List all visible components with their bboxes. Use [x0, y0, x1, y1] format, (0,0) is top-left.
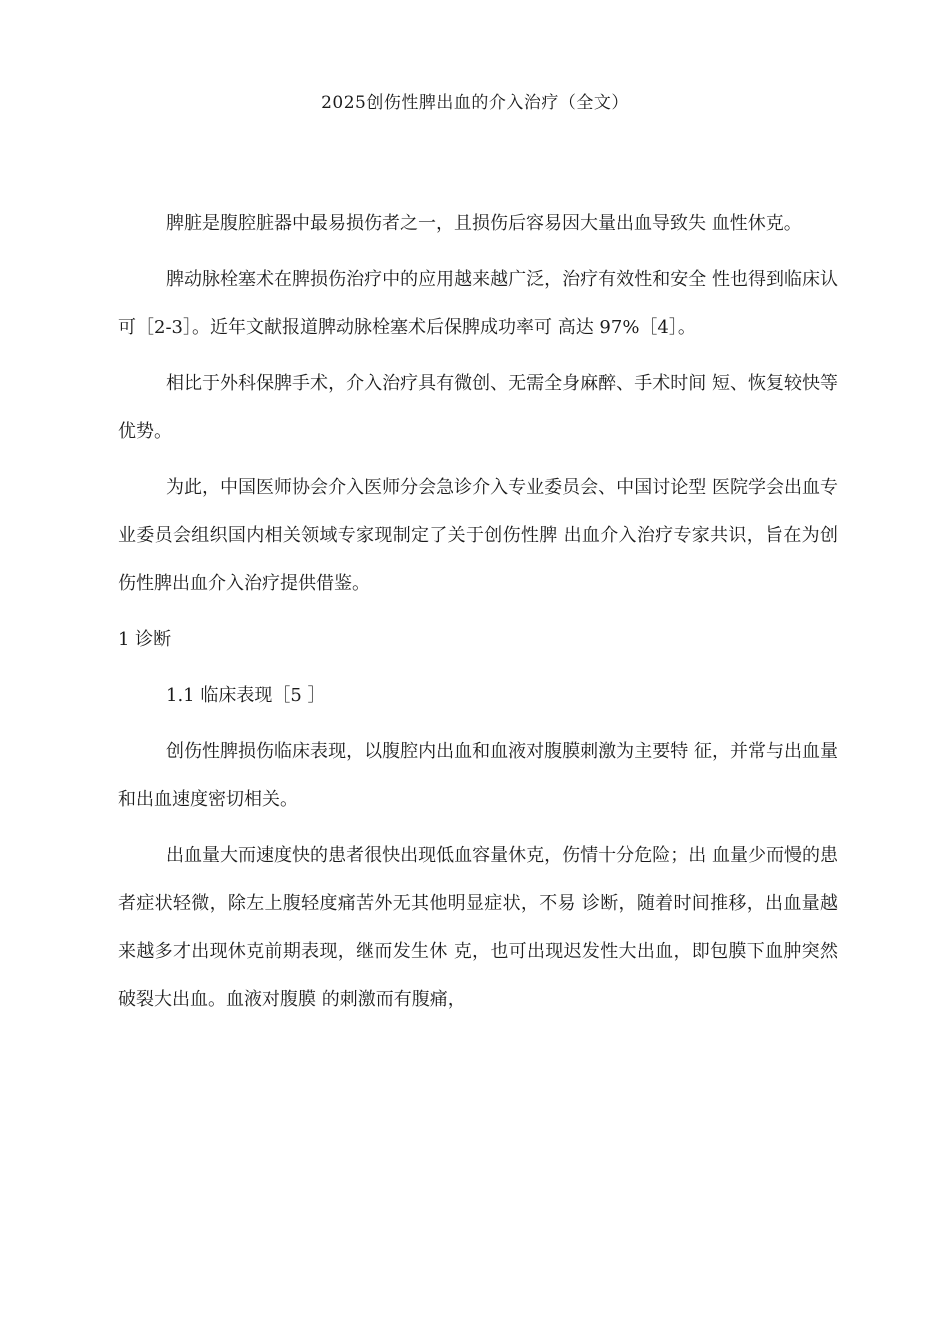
paragraph-bleeding-course: 出血量大而速度快的患者很快出现低血容量休克，伤情十分危险；出 血量少而慢的患者症状轻微，除左上腹轻度痛苦外无其他明显症状，不易 诊断，随着时间推移，出血量越来越多才出现休克前期表现，继而发生休 克，也可出现迟发性大出血，即包膜下血肿突然破裂大出血。血液对腹膜 的刺激而有腹痛，: [118, 845, 838, 1010]
section-heading-diagnosis: 1 诊断: [118, 629, 172, 650]
paragraph-intro: 脾脏是腹腔脏器中最易损伤者之一，且损伤后容易因大量出血导致失 血性休克。: [166, 213, 802, 234]
paragraph-advantages: 相比于外科保脾手术，介入治疗具有微创、无需全身麻醉、手术时间 短、恢复较快等优势。: [118, 373, 838, 442]
paragraph-consensus: 为此，中国医师协会介入医师分会急诊介入专业委员会、中国讨论型 医院学会出血专业委员会组织国内相关领域专家现制定了关于创伤性脾 出血介入治疗专家共识，旨在为创伤性脾出血介入治疗提供借鉴。: [118, 477, 838, 594]
document-body: [118, 200, 838, 1032]
paragraph-clinical-signs: 创伤性脾损伤临床表现，以腹腔内出血和血液对腹膜刺激为主要特 征，并常与出血量和出血速度密切相关。: [118, 741, 838, 810]
subsection-heading-clinical: 1.1 临床表现［5 ］: [166, 685, 326, 706]
document-title: 2025创伤性脾出血的介入治疗（全文）: [321, 93, 629, 113]
paragraph-embolization: 脾动脉栓塞术在脾损伤治疗中的应用越来越广泛，治疗有效性和安全 性也得到临床认可［2-3］。近年文献报道脾动脉栓塞术后保脾成功率可 高达 97%［4］。: [118, 269, 838, 338]
